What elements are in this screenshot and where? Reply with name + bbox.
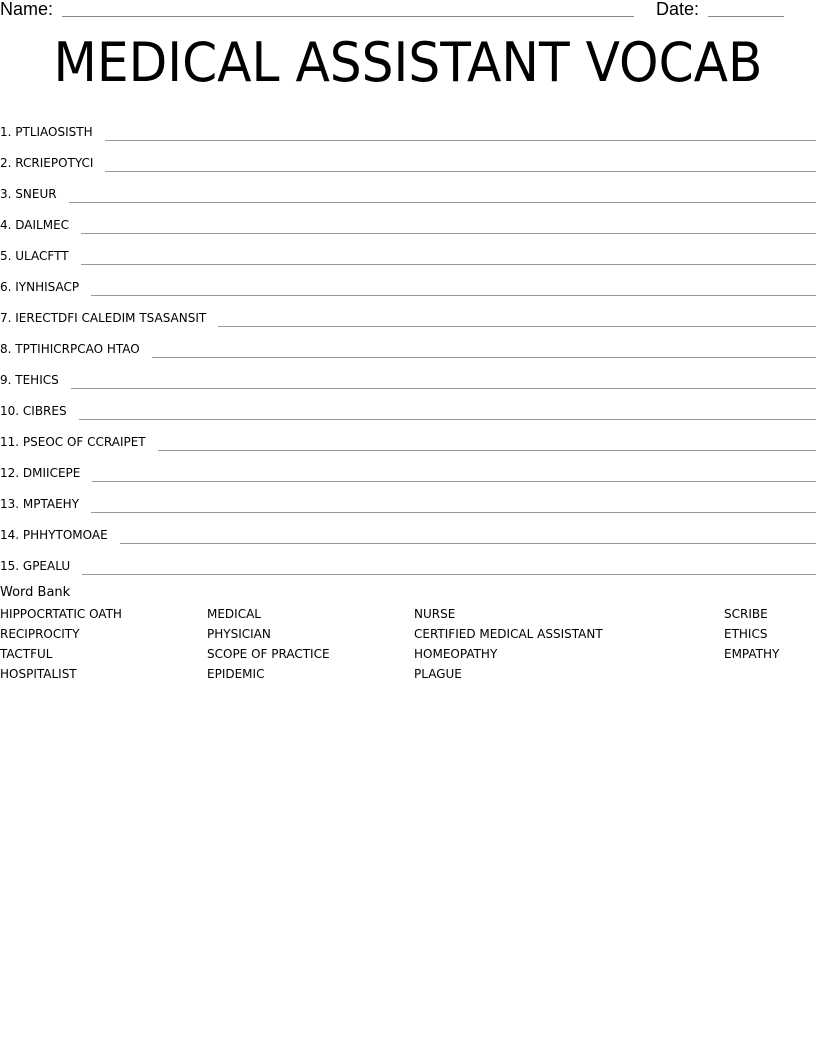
word-bank-word: PLAGUE — [414, 667, 462, 681]
answer-line — [69, 202, 816, 203]
answer-line — [120, 543, 816, 544]
answer-line — [105, 171, 816, 172]
puzzle-item — [0, 143, 816, 174]
puzzle-item — [0, 298, 816, 329]
puzzle-item — [0, 174, 816, 205]
scrambled-word: 2. RCRIEPOTYCI — [0, 156, 94, 170]
word-bank-word: SCOPE OF PRACTICE — [207, 647, 330, 661]
puzzle-item — [0, 112, 816, 143]
puzzle-item — [0, 360, 816, 391]
scrambled-word: 14. PHHYTOMOAE — [0, 528, 108, 542]
word-bank-word: HOMEOPATHY — [414, 647, 498, 661]
scrambled-word: 4. DAILMEC — [0, 218, 70, 232]
answer-line — [81, 233, 816, 234]
scrambled-word: 8. TPTIHICRPCAO HTAO — [0, 342, 140, 356]
page-title: MEDICAL ASSISTANT VOCAB — [53, 31, 763, 94]
word-bank-word: EPIDEMIC — [207, 667, 265, 681]
word-bank-word: HIPPOCRTATIC OATH — [0, 607, 122, 621]
scrambled-word: 1. PTLIAOSISTH — [0, 125, 93, 139]
answer-line — [105, 140, 816, 141]
answer-line — [92, 481, 816, 482]
answer-line — [152, 357, 816, 358]
word-bank-word: ETHICS — [724, 627, 768, 641]
scrambled-word: 11. PSEOC OF CCRAIPET — [0, 435, 146, 449]
name-field-line — [62, 16, 634, 17]
word-bank-word: HOSPITALIST — [0, 667, 77, 681]
answer-line — [82, 574, 816, 575]
answer-line — [91, 295, 816, 296]
answer-line — [218, 326, 816, 327]
puzzle-item — [0, 236, 816, 267]
puzzle-item — [0, 484, 816, 515]
word-bank-column — [0, 604, 122, 684]
puzzle-item — [0, 267, 816, 298]
answer-line — [79, 419, 816, 420]
puzzle-item — [0, 422, 816, 453]
name-label: Name: — [0, 0, 54, 19]
scrambled-word: 6. IYNHISACP — [0, 280, 80, 294]
word-bank-word: MEDICAL — [207, 607, 261, 621]
word-bank — [0, 584, 816, 681]
puzzle-list — [0, 112, 816, 577]
date-label: Date: — [656, 0, 700, 19]
puzzle-item — [0, 515, 816, 546]
word-bank-word: CERTIFIED MEDICAL ASSISTANT — [414, 627, 603, 641]
puzzle-item — [0, 546, 816, 577]
word-bank-word: EMPATHY — [724, 647, 780, 661]
answer-line — [158, 450, 816, 451]
word-bank-column — [724, 604, 779, 664]
puzzle-item — [0, 453, 816, 484]
word-bank-title: Word Bank — [0, 585, 71, 600]
answer-line — [81, 264, 816, 265]
word-bank-column — [207, 604, 330, 684]
scrambled-word: 7. IERECTDFI CALEDIM TSASANSIT — [0, 311, 207, 325]
date-field-line — [708, 16, 784, 17]
puzzle-item — [0, 391, 816, 422]
scrambled-word: 5. ULACFTT — [0, 249, 69, 263]
word-bank-word: RECIPROCITY — [0, 627, 80, 641]
word-bank-word: PHYSICIAN — [207, 627, 271, 641]
answer-line — [91, 512, 816, 513]
answer-line — [71, 388, 816, 389]
scrambled-word: 10. CIBRES — [0, 404, 67, 418]
scrambled-word: 3. SNEUR — [0, 187, 57, 201]
word-bank-word: SCRIBE — [724, 607, 768, 621]
header — [0, 0, 816, 22]
word-bank-column — [414, 604, 603, 684]
word-bank-word: NURSE — [414, 607, 456, 621]
word-bank-word: TACTFUL — [0, 647, 53, 661]
scrambled-word: 13. MPTAEHY — [0, 497, 80, 511]
scrambled-word: 9. TEHICS — [0, 373, 59, 387]
scrambled-word: 15. GPEALU — [0, 559, 71, 573]
puzzle-item — [0, 329, 816, 360]
scrambled-word: 12. DMIICEPE — [0, 466, 81, 480]
puzzle-item — [0, 205, 816, 236]
